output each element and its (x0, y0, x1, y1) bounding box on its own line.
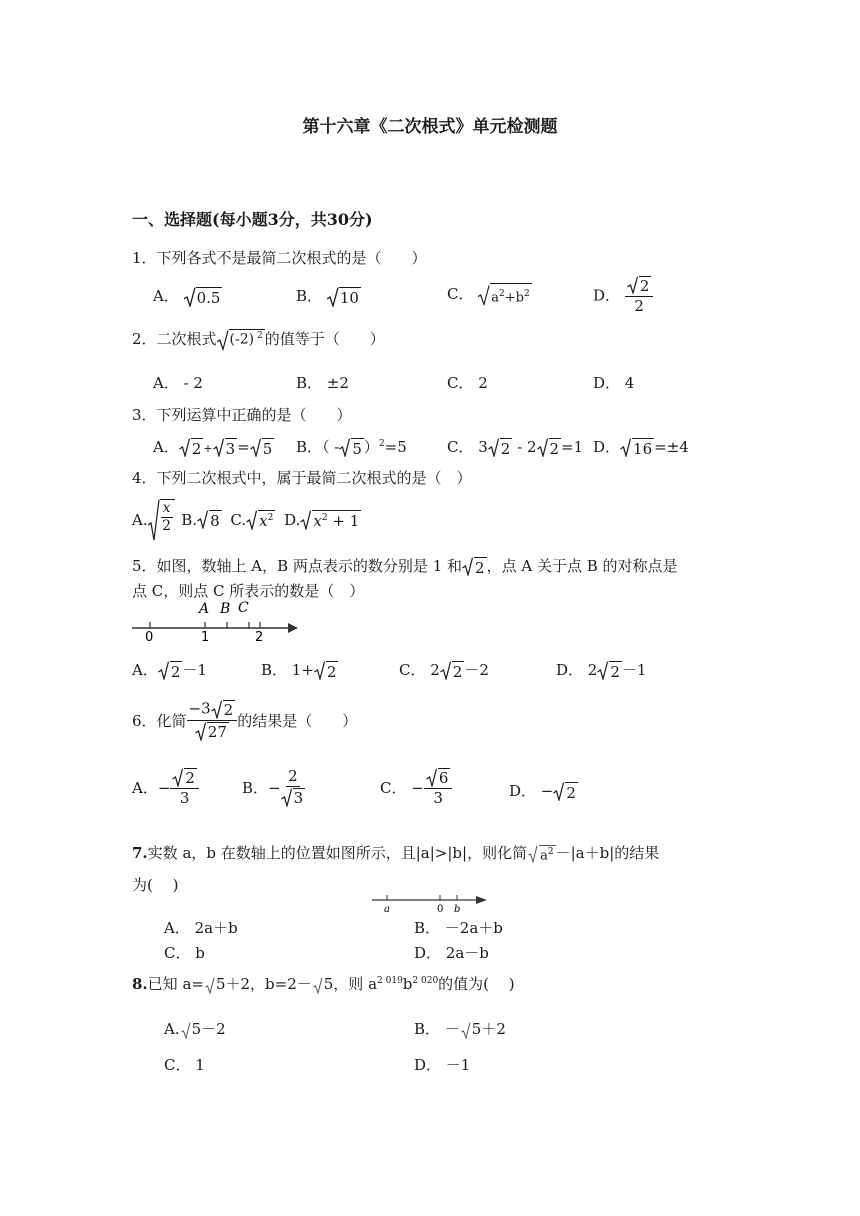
radical-icon (462, 557, 474, 576)
question-8-stem: 8.已知 a= 5＋2，b=2－ 5，则 $a^{2 019}b^{2 020}$的值为( ) (132, 975, 515, 993)
question-2-stem: 2．二次根式 (-2) $^2$ 的值等于（ ） (132, 328, 385, 351)
radical-icon (314, 661, 326, 680)
section-heading: 一、选择题(每小题3分，共30分) (132, 210, 373, 229)
radical-icon (627, 276, 639, 294)
radical-icon (184, 287, 196, 307)
q6-option-d[interactable]: D． − 2 (509, 782, 576, 802)
label-b: b (454, 904, 461, 915)
question-7-line-1: 7.实数 a，b 在数轴上的位置如图所示，且|a|>|b|，则化简 $a^2$ －|a＋b|的结果 (132, 844, 660, 864)
question-6-stem: 6．化简 −3 2 27 的结果是（ ） (132, 699, 358, 741)
q1-option-b[interactable]: B． 10 (296, 287, 359, 307)
axis-arrow-icon (288, 623, 298, 633)
q4-option-b[interactable]: B. 8 (181, 511, 220, 530)
q2-option-c[interactable]: C． 2 (447, 374, 488, 392)
label-c: C (238, 600, 249, 616)
radical-icon (620, 438, 632, 457)
radical-icon (179, 438, 191, 457)
axis-arrow-icon (476, 896, 487, 904)
q8-option-d[interactable]: D． －1 (414, 1056, 471, 1074)
tick-label-2: 2 (255, 630, 264, 644)
q3-option-c[interactable]: C． 3 2 - 2 2 =1 (447, 438, 584, 458)
q1-option-d[interactable]: D． $\frac{2}{2}$ (593, 276, 653, 314)
q4-options (132, 499, 361, 541)
q5-option-b[interactable]: B． 1+ 2 (261, 661, 337, 681)
radical-icon (211, 700, 223, 719)
question-7-line-2: 为( ) (132, 876, 179, 894)
number-line-2 (370, 890, 492, 916)
radical-icon (488, 438, 500, 457)
radical-icon (478, 283, 490, 307)
q7-option-b[interactable]: B． －2a＋b (414, 919, 503, 937)
label-0: 0 (437, 904, 444, 915)
question-4-stem: 4．下列二次根式中，属于最简二次根式的是（ ） (132, 469, 472, 487)
label-b: B (220, 601, 231, 617)
radical-icon (148, 499, 160, 541)
radical-icon (180, 1022, 192, 1039)
radical-icon (460, 1022, 472, 1039)
radical-icon (440, 661, 452, 680)
radical-icon (281, 788, 293, 807)
label-a: A (199, 601, 210, 617)
q7-option-a[interactable]: A． 2a＋b (164, 919, 238, 937)
q7-option-c[interactable]: C． b (164, 944, 205, 962)
question-5-line-2: 点 C，则点 C 所表示的数是（ ） (132, 582, 365, 600)
radical-icon (204, 977, 216, 994)
number-line-1 (130, 598, 305, 644)
label-a: a (384, 904, 390, 915)
radical-icon (197, 510, 209, 529)
question-5-line-1: 5．如图，数轴上 A，B 两点表示的数分别是 1 和 2 ，点 A 关于点 B 的对称点是 (132, 557, 678, 577)
q6-option-c[interactable]: C． − $\frac{6}{3}$ (380, 768, 452, 807)
radical-icon (327, 287, 339, 307)
radical-icon (172, 768, 184, 787)
q5-option-a[interactable]: A． 2 －1 (132, 661, 207, 681)
q2-option-d[interactable]: D． 4 (593, 374, 635, 392)
radical-icon (300, 510, 312, 530)
radical-icon (339, 438, 351, 457)
radical-icon (217, 329, 229, 351)
q6-option-b[interactable]: B．− $\frac{2}{3}$ (242, 767, 304, 807)
radical-icon (426, 768, 438, 787)
q8-option-a[interactable]: A. 5－2 (164, 1020, 226, 1038)
radical-icon (553, 782, 565, 801)
radical-icon (250, 438, 262, 457)
radical-icon (246, 510, 258, 530)
radical-icon (158, 661, 170, 680)
q4-option-c[interactable]: C. $x^2$ (230, 511, 274, 530)
q2-option-b[interactable]: B． ±2 (296, 374, 349, 392)
radical-icon (537, 438, 549, 457)
q5-option-c[interactable]: C． 2 2 －2 (399, 661, 489, 681)
tick-label-0: 0 (145, 630, 154, 644)
q1-option-c[interactable]: C． $a^2+b^2$ (447, 285, 530, 306)
radical-icon (527, 845, 539, 863)
q4-option-d[interactable]: D. $x^2 + 1$ (284, 511, 360, 530)
q2-option-a[interactable]: A． - 2 (153, 374, 203, 392)
q6-option-a[interactable]: A．− $\frac{2}{3}$ (132, 768, 199, 807)
question-1-stem: 1．下列各式不是最简二次根式的是（ ） (132, 249, 427, 267)
question-3-stem: 3．下列运算中正确的是（ ） (132, 406, 352, 424)
radical-icon (597, 661, 609, 680)
q8-option-b[interactable]: B． － 5＋2 (414, 1020, 506, 1038)
q5-option-d[interactable]: D． 2 2 －1 (556, 661, 647, 681)
q3-option-a[interactable]: A． 2 + 3 = 5 (153, 438, 273, 458)
q1-option-a[interactable]: A． 0.5 (153, 287, 221, 307)
radical-icon (195, 722, 207, 741)
tick-label-1: 1 (201, 630, 210, 644)
radical-icon (213, 438, 225, 457)
q8-option-c[interactable]: C． 1 (164, 1056, 205, 1074)
page-title: 第十六章《二次根式》单元检测题 (302, 117, 558, 137)
q7-option-d[interactable]: D． 2a－b (414, 944, 489, 962)
q3-option-d[interactable]: D． 16 =±4 (593, 438, 689, 458)
q4-option-a[interactable]: A. $\frac{x}{2}$ (132, 510, 175, 528)
radical-icon (312, 977, 324, 994)
q3-option-b[interactable]: B．（ - 5 ）$^2$=5 (296, 438, 407, 458)
